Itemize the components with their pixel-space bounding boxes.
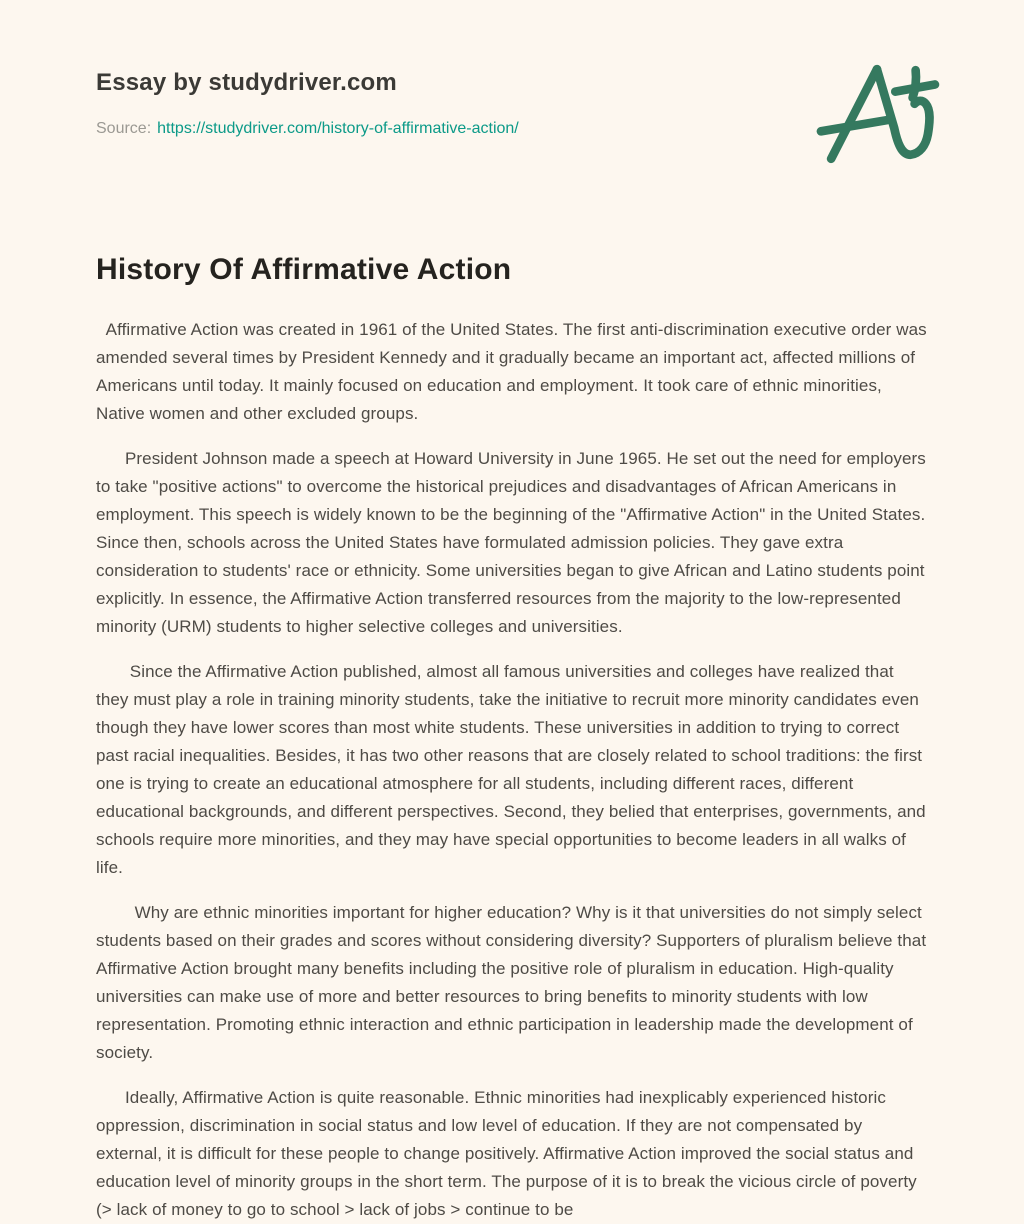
source-label: Source:	[96, 120, 152, 137]
source-link[interactable]: https://studydriver.com/history-of-affirmative-action/	[157, 120, 519, 137]
studydriver-logo	[812, 57, 948, 169]
essay-paragraph-2: President Johnson made a speech at Howard University in June 1965. He set out the need for employers to take "positive actions" to overcome the historical prejudices and disadvantages of African Americans in employment. This speech is widely known to be the beginning of the "Affirmative Action" in the United States. Since then, schools across the United States have formulated admission policies. They gave extra consideration to students' race or ethnicity. Some universities began to give African and Latino students point explicitly. In essence, the Affirmative Action transferred resources from the majority to the low-represented minority (URM) students to higher selective colleges and universities.	[96, 449, 931, 636]
essay-paragraph-3: Since the Affirmative Action published, almost all famous universities and colleges have realized that they must play a role in training minority students, take the initiative to recruit more minority candidates even though they have lower scores than most white students. These universities in addition to trying to correct past racial inequalities. Besides, it has two other reasons that are closely related to school traditions: the first one is trying to create an educational atmosphere for all students, including different races, different educational backgrounds, and different perspectives. Second, they belied that enterprises, governments, and schools require more minorities, and they may have special opportunities to become leaders in all walks of life.	[96, 662, 931, 877]
essay-content	[96, 250, 932, 1224]
essay-paragraph-5: Ideally, Affirmative Action is quite reasonable. Ethnic minorities had inexplicably experienced historic oppression, discrimination in social status and low level of education. If they are not compensated by external, it is difficult for these people to change positively. Affirmative Action improved the social status and education level of minority groups in the short term. The purpose of it is to break the vicious circle of poverty (> lack of money to go to school > lack of jobs > continue to be	[96, 1088, 922, 1219]
site-title: Essay by studydriver.com	[96, 69, 397, 96]
essay-paragraph-1: Affirmative Action was created in 1961 of the United States. The first anti-discrimination executive order was amended several times by President Kennedy and it gradually became an important act, affected millions of Americans until today. It mainly focused on education and employment. It took care of ethnic minorities, Native women and other excluded groups.	[96, 320, 932, 423]
essay-title: History Of Affirmative Action	[96, 253, 512, 286]
page-header	[96, 0, 928, 140]
source-line	[96, 118, 928, 140]
essay-paragraph-4: Why are ethnic minorities important for higher education? Why is it that universities do not simply select students based on their grades and scores without considering diversity? Supporters of pluralism believe that Affirmative Action brought many benefits including the positive role of pluralism in education. High-quality universities can make use of more and better resources to bring benefits to minority students with low representation. Promoting ethnic interaction and ethnic participation in leadership made the development of society.	[96, 903, 931, 1062]
a-plus-logo-icon	[812, 57, 948, 169]
